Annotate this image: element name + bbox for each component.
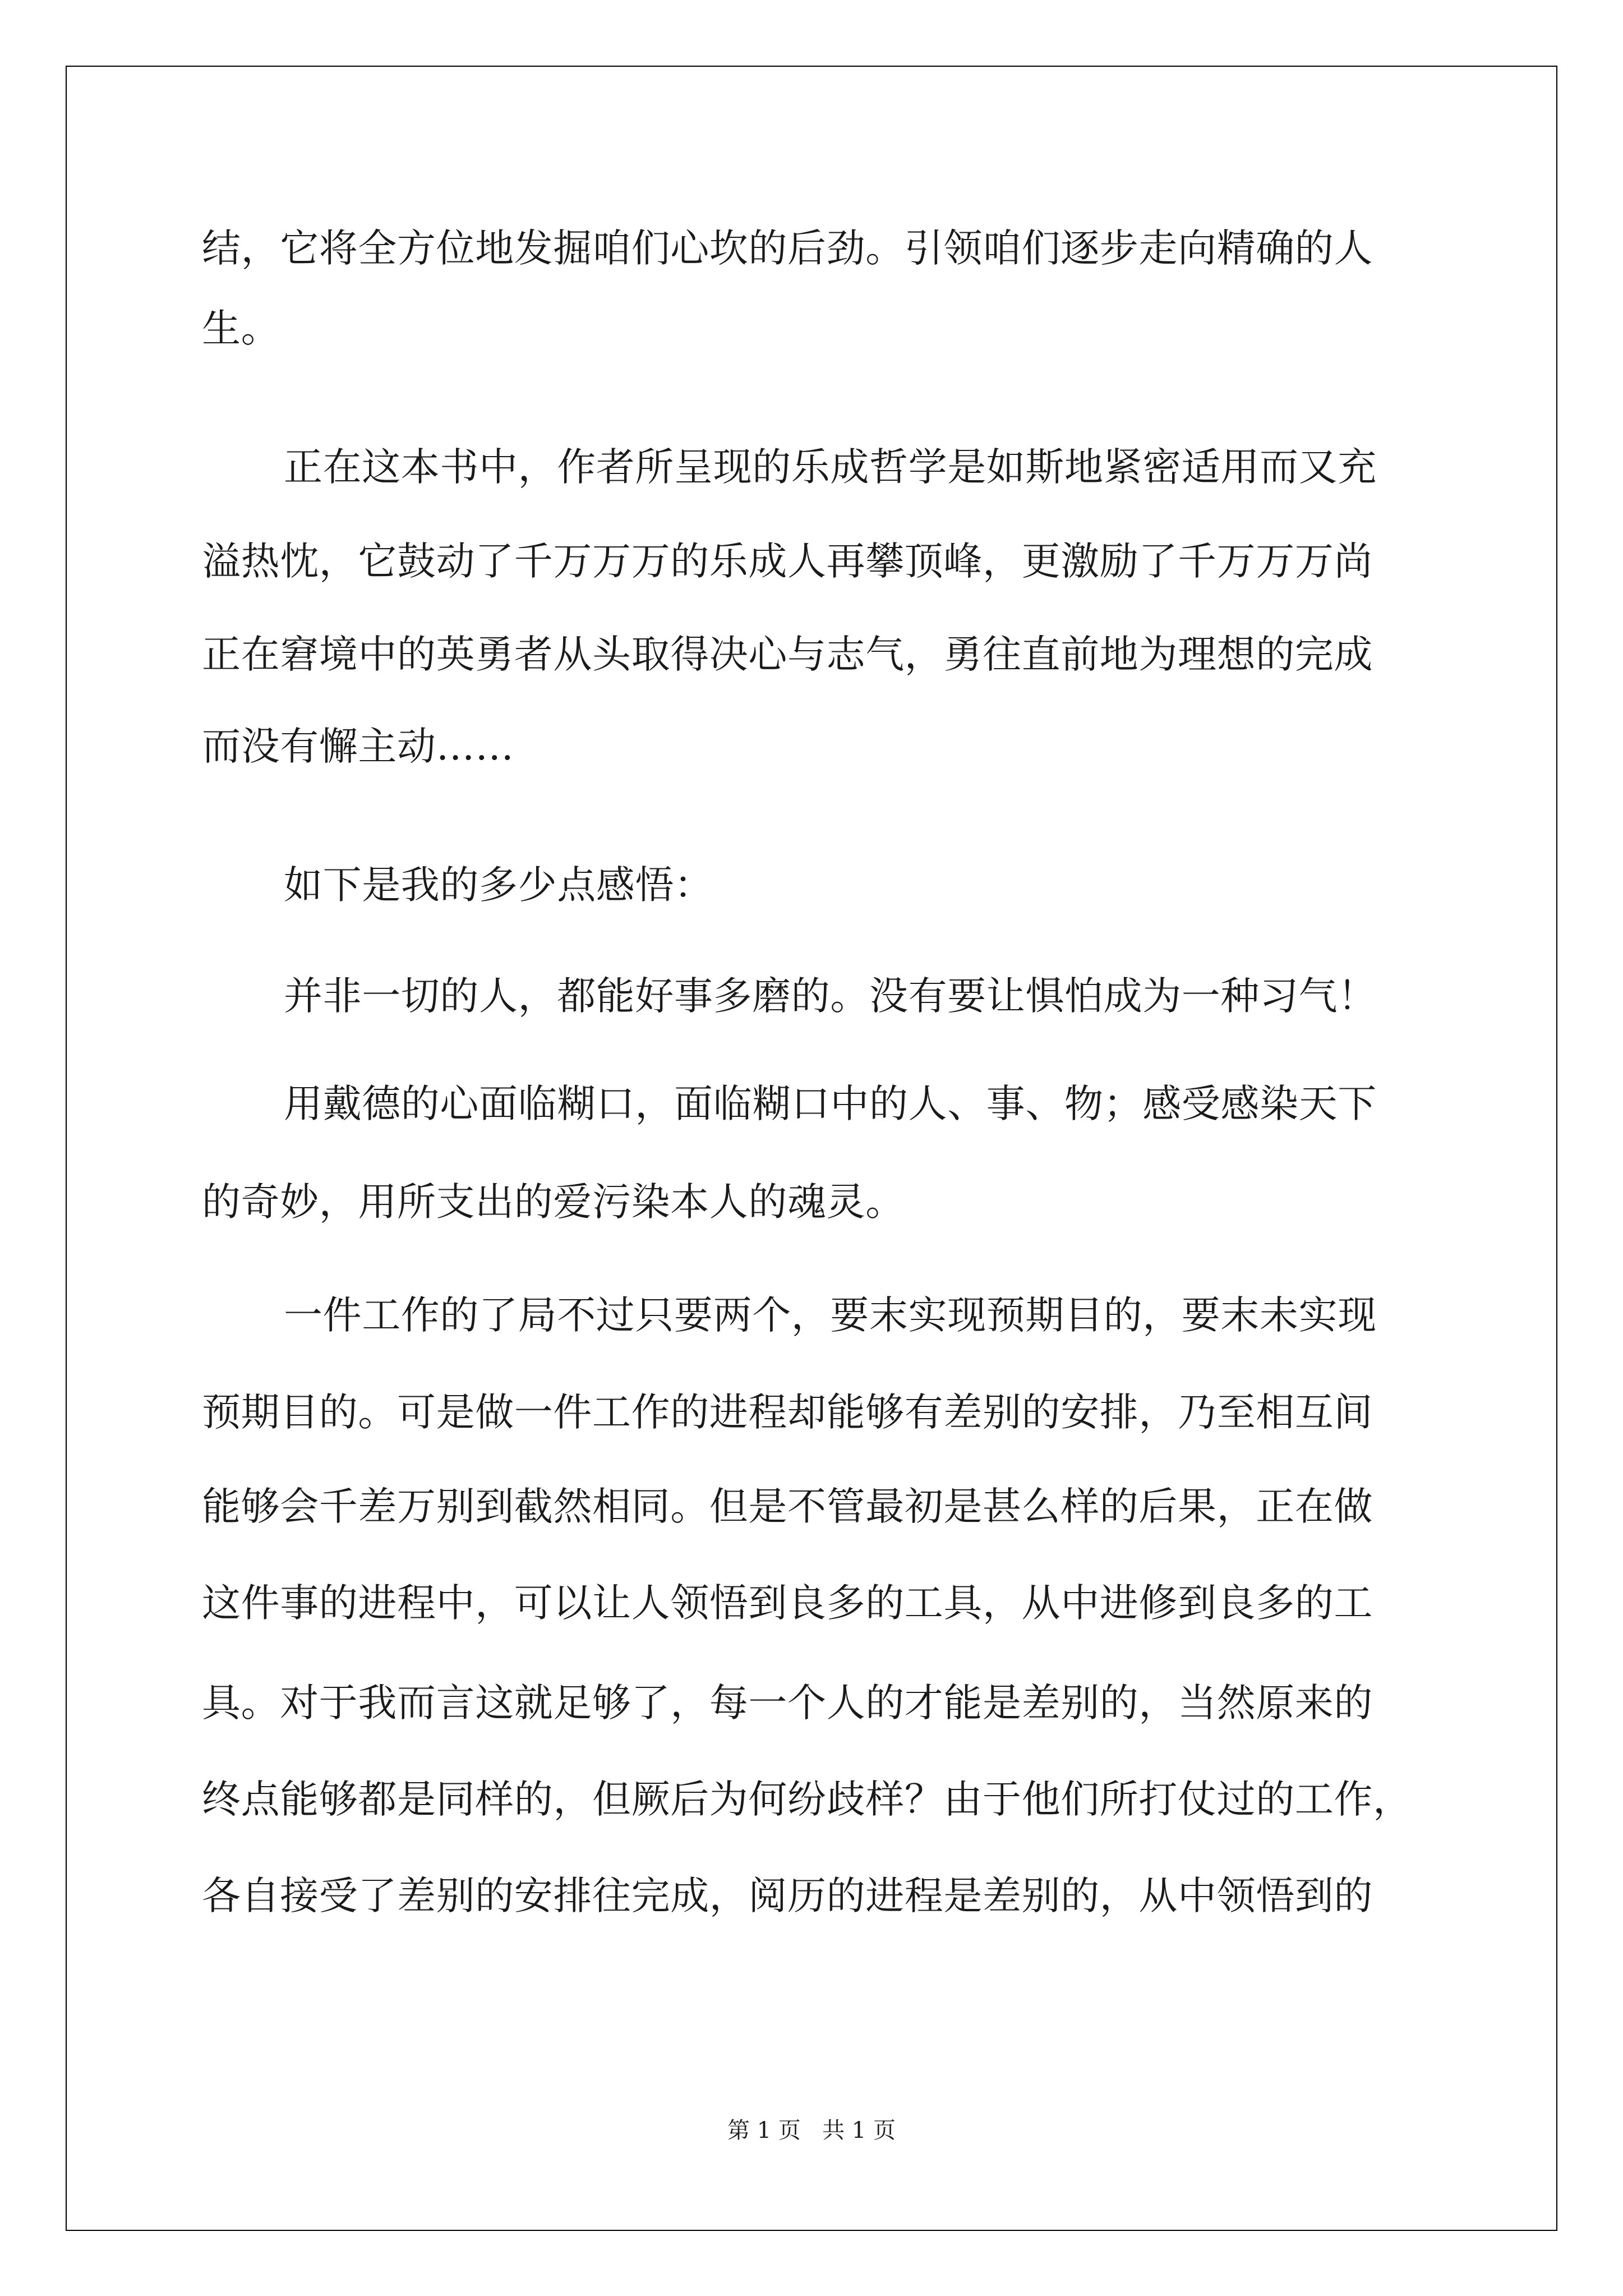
text-line: 终点能够都是同样的，但厥后为何纷歧样？由于他们所打仗过的工作， xyxy=(202,1777,1412,1822)
text-line: 这件事的进程中，可以让人领悟到良多的工具，从中进修到良多的工 xyxy=(202,1581,1373,1626)
text-line: 具。对于我而言这就足够了，每一个人的才能是差别的，当然原来的 xyxy=(202,1681,1373,1726)
paragraph-first-line: 用戴德的心面临糊口，面临糊口中的人、事、物；感受感染天下 xyxy=(284,1082,1377,1126)
text-line: 预期目的。可是做一件工作的进程却能够有差别的安排，乃至相互间 xyxy=(202,1390,1373,1435)
paragraph-first-line: 如下是我的多少点感悟： xyxy=(284,863,713,908)
text-line: 各自接受了差别的安排往完成，阅历的进程是差别的，从中领悟到的 xyxy=(202,1874,1373,1918)
text-line: 的奇妙，用所支出的爱污染本人的魂灵。 xyxy=(202,1180,905,1225)
page-number-label: 第 1 页 共 1 页 xyxy=(727,2118,896,2143)
text-line: 正在窘境中的英勇者从头取得决心与志气，勇往直前地为理想的完成 xyxy=(202,632,1373,677)
paragraph-first-line: 一件工作的了局不过只要两个，要末实现预期目的，要末未实现 xyxy=(284,1293,1377,1338)
paragraph-first-line: 正在这本书中，作者所呈现的乐成哲学是如斯地紧密适用而又充 xyxy=(284,445,1377,490)
paragraph-first-line: 并非一切的人，都能好事多磨的。没有要让惧怕成为一种习气！ xyxy=(284,974,1377,1019)
text-line: 溢热忱，它鼓动了千万万万的乐成人再攀顶峰，更激励了千万万万尚 xyxy=(202,539,1373,584)
text-line: 结，它将全方位地发掘咱们心坎的后劲。引领咱们逐步走向精确的人 xyxy=(202,226,1373,271)
text-line: 生。 xyxy=(202,306,280,351)
page-footer xyxy=(0,2115,1623,2146)
text-line: 能够会千差万别到截然相同。但是不管最初是甚么样的后果，正在做 xyxy=(202,1484,1373,1529)
text-line: 而没有懈主动…… xyxy=(202,724,514,769)
